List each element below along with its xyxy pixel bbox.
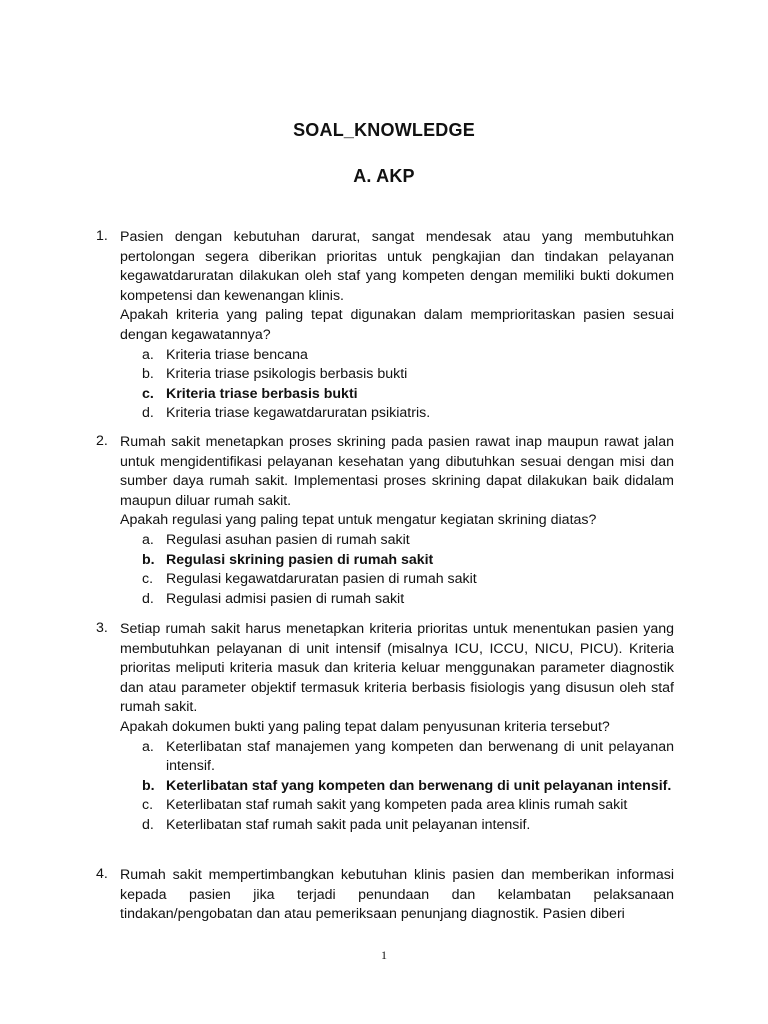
option-label: d. (142, 590, 154, 607)
option-c (142, 796, 674, 816)
option-text: Keterlibatan staf rumah sakit pada unit pelayanan intensif. (166, 816, 531, 833)
question-number: 3. (96, 620, 108, 636)
option-d (142, 404, 674, 424)
option-text: Keterlibatan staf manajemen yang kompeten dan berwenang di unit pelayanan intensif. (166, 738, 674, 775)
question-2 (96, 433, 674, 609)
section-heading: A. AKP (353, 166, 415, 186)
question-prompt: Apakah kriteria yang paling tepat digunakan dalam memprioritaskan pasien sesuai dengan kegawatannya? (120, 307, 674, 343)
option-label: c. (142, 385, 154, 402)
option-text: Kriteria triase berbasis bukti (166, 385, 358, 402)
question-stem: Rumah sakit menetapkan proses skrining pada pasien rawat inap maupun rawat jalan untuk mengidentifikasi pelayanan kesehatan yang dibutuhkan sesuai dengan misi dan sumber daya rumah sakit. Implementasi proses skrining dapat dilakukan baik didalam maupun diluar rumah sakit. (120, 434, 674, 509)
option-d (142, 816, 674, 836)
question-number: 1. (96, 228, 108, 244)
question-number: 4. (96, 866, 108, 882)
question-prompt: Apakah dokumen bukti yang paling tepat dalam penyusunan kriteria tersebut? (120, 718, 610, 735)
option-text: Regulasi kegawatdaruratan pasien di rumah sakit (166, 571, 477, 588)
option-label: c. (142, 571, 154, 588)
option-label: b. (142, 551, 155, 568)
document-title: SOAL_KNOWLEDGE (293, 120, 475, 140)
option-c (142, 570, 674, 590)
option-text: Keterlibatan staf yang kompeten dan berwenang di unit pelayanan intensif. (166, 777, 672, 794)
question-stem: Rumah sakit mempertimbangkan kebutuhan klinis pasien dan memberikan informasi kepada pasien jika terjadi penundaan dan kelambatan pelaksanaan tindakan/pengobatan dan atau pemeriksaan penunjang diagnostik. Pasien diberi (120, 867, 674, 923)
option-a (142, 738, 674, 777)
option-label: c. (142, 797, 154, 814)
option-d (142, 590, 674, 610)
question-prompt: Apakah regulasi yang paling tepat untuk mengatur kegiatan skrining diatas? (120, 512, 597, 529)
option-text: Regulasi asuhan pasien di rumah sakit (166, 531, 410, 548)
option-label: b. (142, 777, 155, 794)
option-c-answer (142, 385, 674, 405)
option-b-answer (142, 551, 674, 571)
option-text: Regulasi skrining pasien di rumah sakit (166, 551, 434, 568)
option-text: Regulasi admisi pasien di rumah sakit (166, 590, 405, 607)
option-label: d. (142, 405, 154, 422)
option-label: d. (142, 816, 154, 833)
option-label: a. (142, 531, 154, 548)
option-label: a. (142, 738, 154, 755)
question-number: 2. (96, 433, 108, 449)
option-label: a. (142, 346, 154, 363)
option-text: Kriteria triase kegawatdaruratan psikiatris. (166, 405, 431, 422)
page-number: 1 (381, 948, 387, 962)
option-label: b. (142, 366, 154, 383)
option-a (142, 531, 674, 551)
option-a (142, 346, 674, 366)
option-text: Kriteria triase psikologis berbasis bukti (166, 366, 408, 383)
option-text: Kriteria triase bencana (166, 346, 308, 363)
question-4 (96, 866, 674, 925)
option-b (142, 365, 674, 385)
question-1 (96, 228, 674, 424)
question-3 (96, 620, 674, 836)
question-stem: Setiap rumah sakit harus menetapkan kriteria prioritas untuk menentukan pasien yang membutuhkan pelayanan di unit intensif (misalnya ICU, ICCU, NICU, PICU). Kriteria prioritas meliputi kriteria masuk dan kriteria keluar menggunakan parameter diagnostik dan atau parameter objektif termasuk kriteria berbasis fisiologis yang disusun oleh staf rumah sakit. (120, 621, 674, 716)
question-stem: Pasien dengan kebutuhan darurat, sangat mendesak atau yang membutuhkan pertolongan segera diberikan prioritas untuk pengkajian dan tindakan pelayanan kegawatdaruratan dilakukan oleh staf yang kompeten dengan memiliki bukti dokumen kompetensi dan kewenangan klinis. (120, 229, 674, 304)
option-text: Keterlibatan staf rumah sakit yang kompeten pada area klinis rumah sakit (166, 797, 628, 814)
option-b-answer (142, 777, 674, 797)
